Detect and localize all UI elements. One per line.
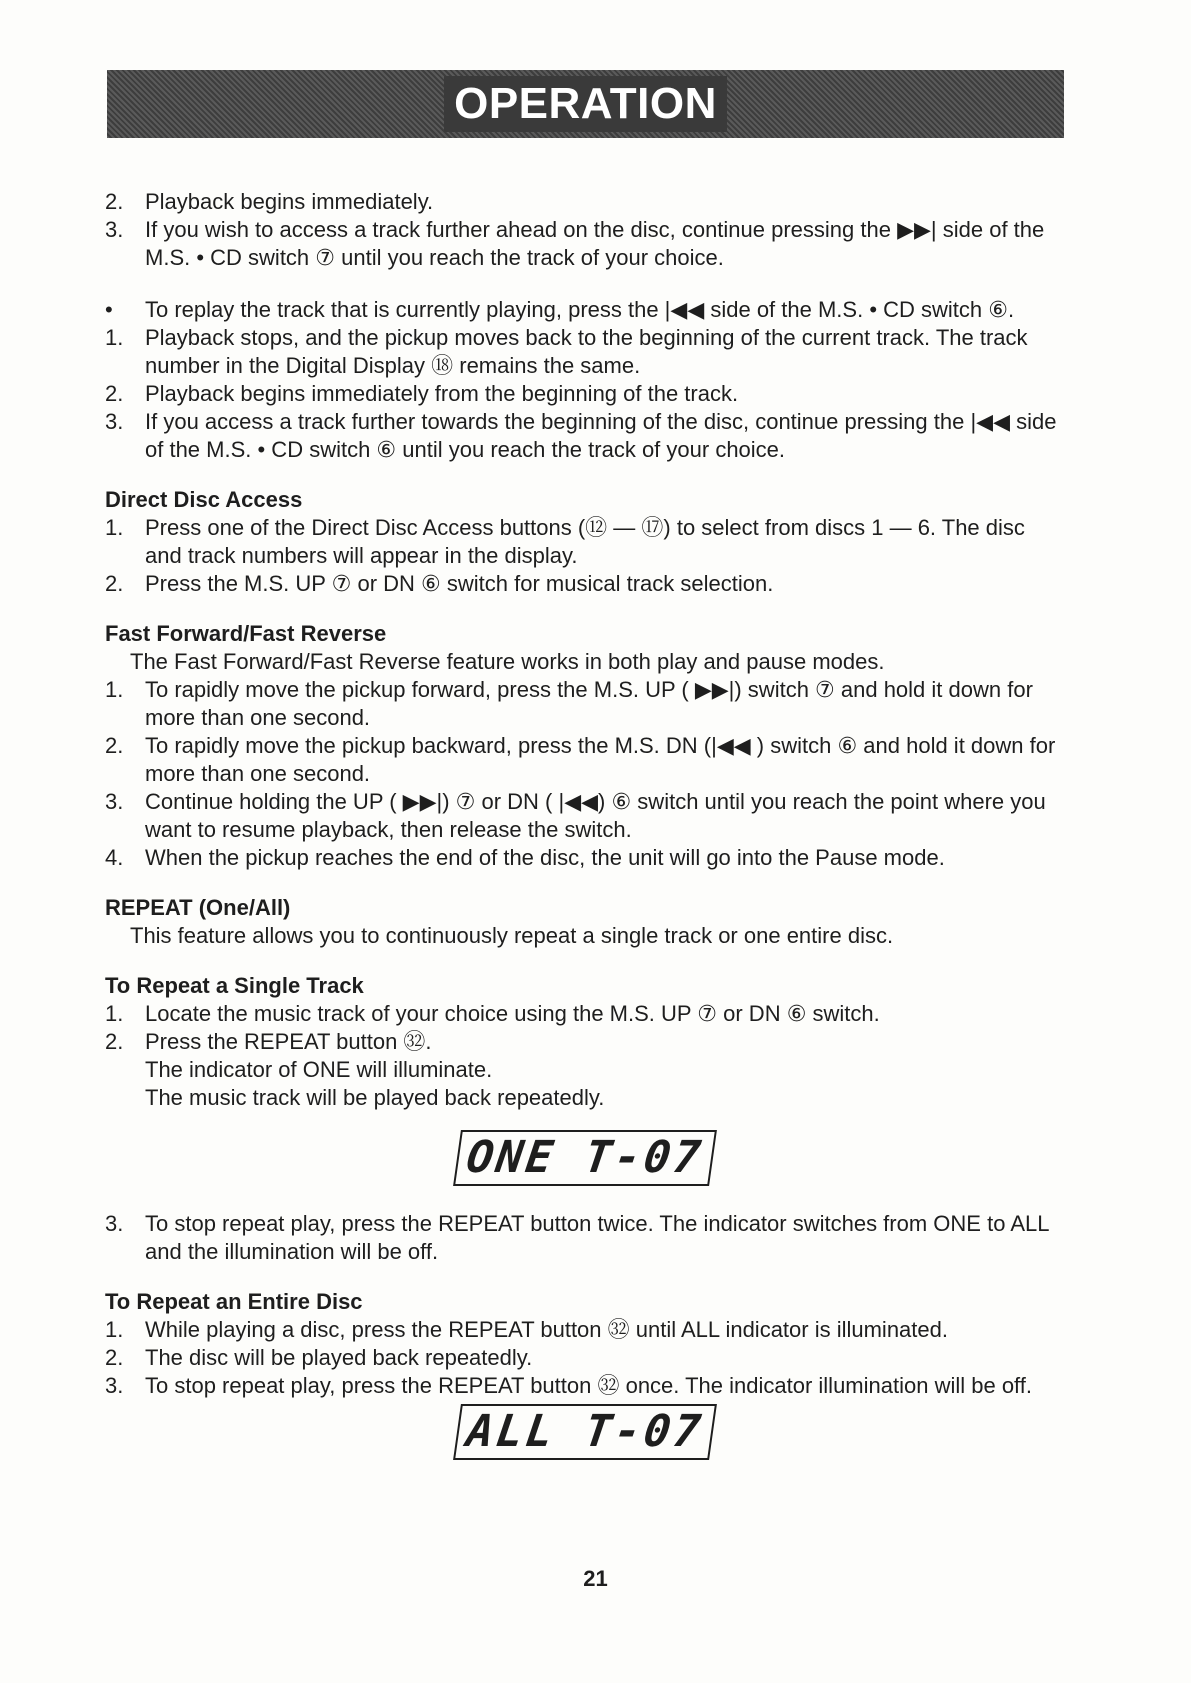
section-heading-single-track: To Repeat a Single Track <box>105 973 364 998</box>
list-item: 3. Continue holding the UP ( ▶▶|) ⑦ or DN ( |◀◀) ⑥ switch until you reach the point where you want to resume playback, then release the switch. <box>105 789 1046 842</box>
list-item: 1. Locate the music track of your choice using the M.S. UP ⑦ or DN ⑥ switch. <box>105 1001 880 1026</box>
list-item: 1. Press one of the Direct Disc Access buttons (⑫ — ⑰) to select from discs 1 — 6. The disc and track numbers will appear in the display. <box>105 515 1025 568</box>
list-item: 3. If you access a track further towards the beginning of the disc, continue pressing the |◀◀ side of the M.S. • CD switch ⑥ until you reach the track of your choice. <box>105 409 1057 462</box>
section-intro: This feature allows you to continuously repeat a single track or one entire disc. <box>130 923 894 948</box>
note: The music track will be played back repeatedly. <box>145 1085 605 1110</box>
list-item: 1. While playing a disc, press the REPEAT button ㉜ until ALL indicator is illuminated. <box>105 1317 948 1342</box>
lcd-readout: ONE T-07 <box>453 1130 717 1186</box>
lcd-readout: ALL T-07 <box>453 1404 717 1460</box>
section-heading-repeat: REPEAT (One/All) <box>105 895 291 920</box>
list-item: 3. If you wish to access a track further ahead on the disc, continue pressing the ▶▶| side of the M.S. • CD switch ⑦ until you reach the track of your choice. <box>105 217 1045 270</box>
lcd-display-all <box>105 1404 1065 1460</box>
list-item: 2. Press the M.S. UP ⑦ or DN ⑥ switch for musical track selection. <box>105 571 774 596</box>
section-heading-fast: Fast Forward/Fast Reverse <box>105 621 387 646</box>
page-title: OPERATION <box>444 76 727 132</box>
list-item: 1. Playback stops, and the pickup moves back to the beginning of the current track. The track number in the Digital Display ⑱ remains the same. <box>105 325 1028 378</box>
header-banner <box>107 70 1064 138</box>
list-item: 2. Playback begins immediately from the beginning of the track. <box>105 381 739 406</box>
list-item: 4. When the pickup reaches the end of the disc, the unit will go into the Pause mode. <box>105 845 945 870</box>
list-item: 2. The disc will be played back repeatedly. <box>105 1345 533 1370</box>
note: The indicator of ONE will illuminate. <box>145 1057 493 1082</box>
section-heading-direct-disc: Direct Disc Access <box>105 487 303 512</box>
list-item: 3. To stop repeat play, press the REPEAT button twice. The indicator switches from ONE to ALL and the illumination will be off. <box>105 1211 1049 1264</box>
list-item: 3. To stop repeat play, press the REPEAT button ㉜ once. The indicator illumination will be off. <box>105 1373 1032 1398</box>
list-item: 2. Press the REPEAT button ㉜. <box>105 1029 432 1054</box>
section-intro: The Fast Forward/Fast Reverse feature works in both play and pause modes. <box>130 649 885 674</box>
section-heading-entire-disc: To Repeat an Entire Disc <box>105 1289 363 1314</box>
bullet-icon: • <box>105 297 113 322</box>
list-item: 2. To rapidly move the pickup backward, press the M.S. DN (|◀◀ ) switch ⑥ and hold it down for more than one second. <box>105 733 1056 786</box>
lcd-display-one <box>105 1130 1065 1186</box>
page-content <box>105 188 1065 1460</box>
spacer <box>105 272 1065 296</box>
list-item: 2. Playback begins immediately. <box>105 189 434 214</box>
list-item: 1. To rapidly move the pickup forward, press the M.S. UP ( ▶▶|) switch ⑦ and hold it down for more than one second. <box>105 677 1033 730</box>
page-number: 21 <box>583 1566 608 1591</box>
bullet-item: • To replay the track that is currently playing, press the |◀◀ side of the M.S. • CD switch ⑥. <box>105 297 1015 322</box>
